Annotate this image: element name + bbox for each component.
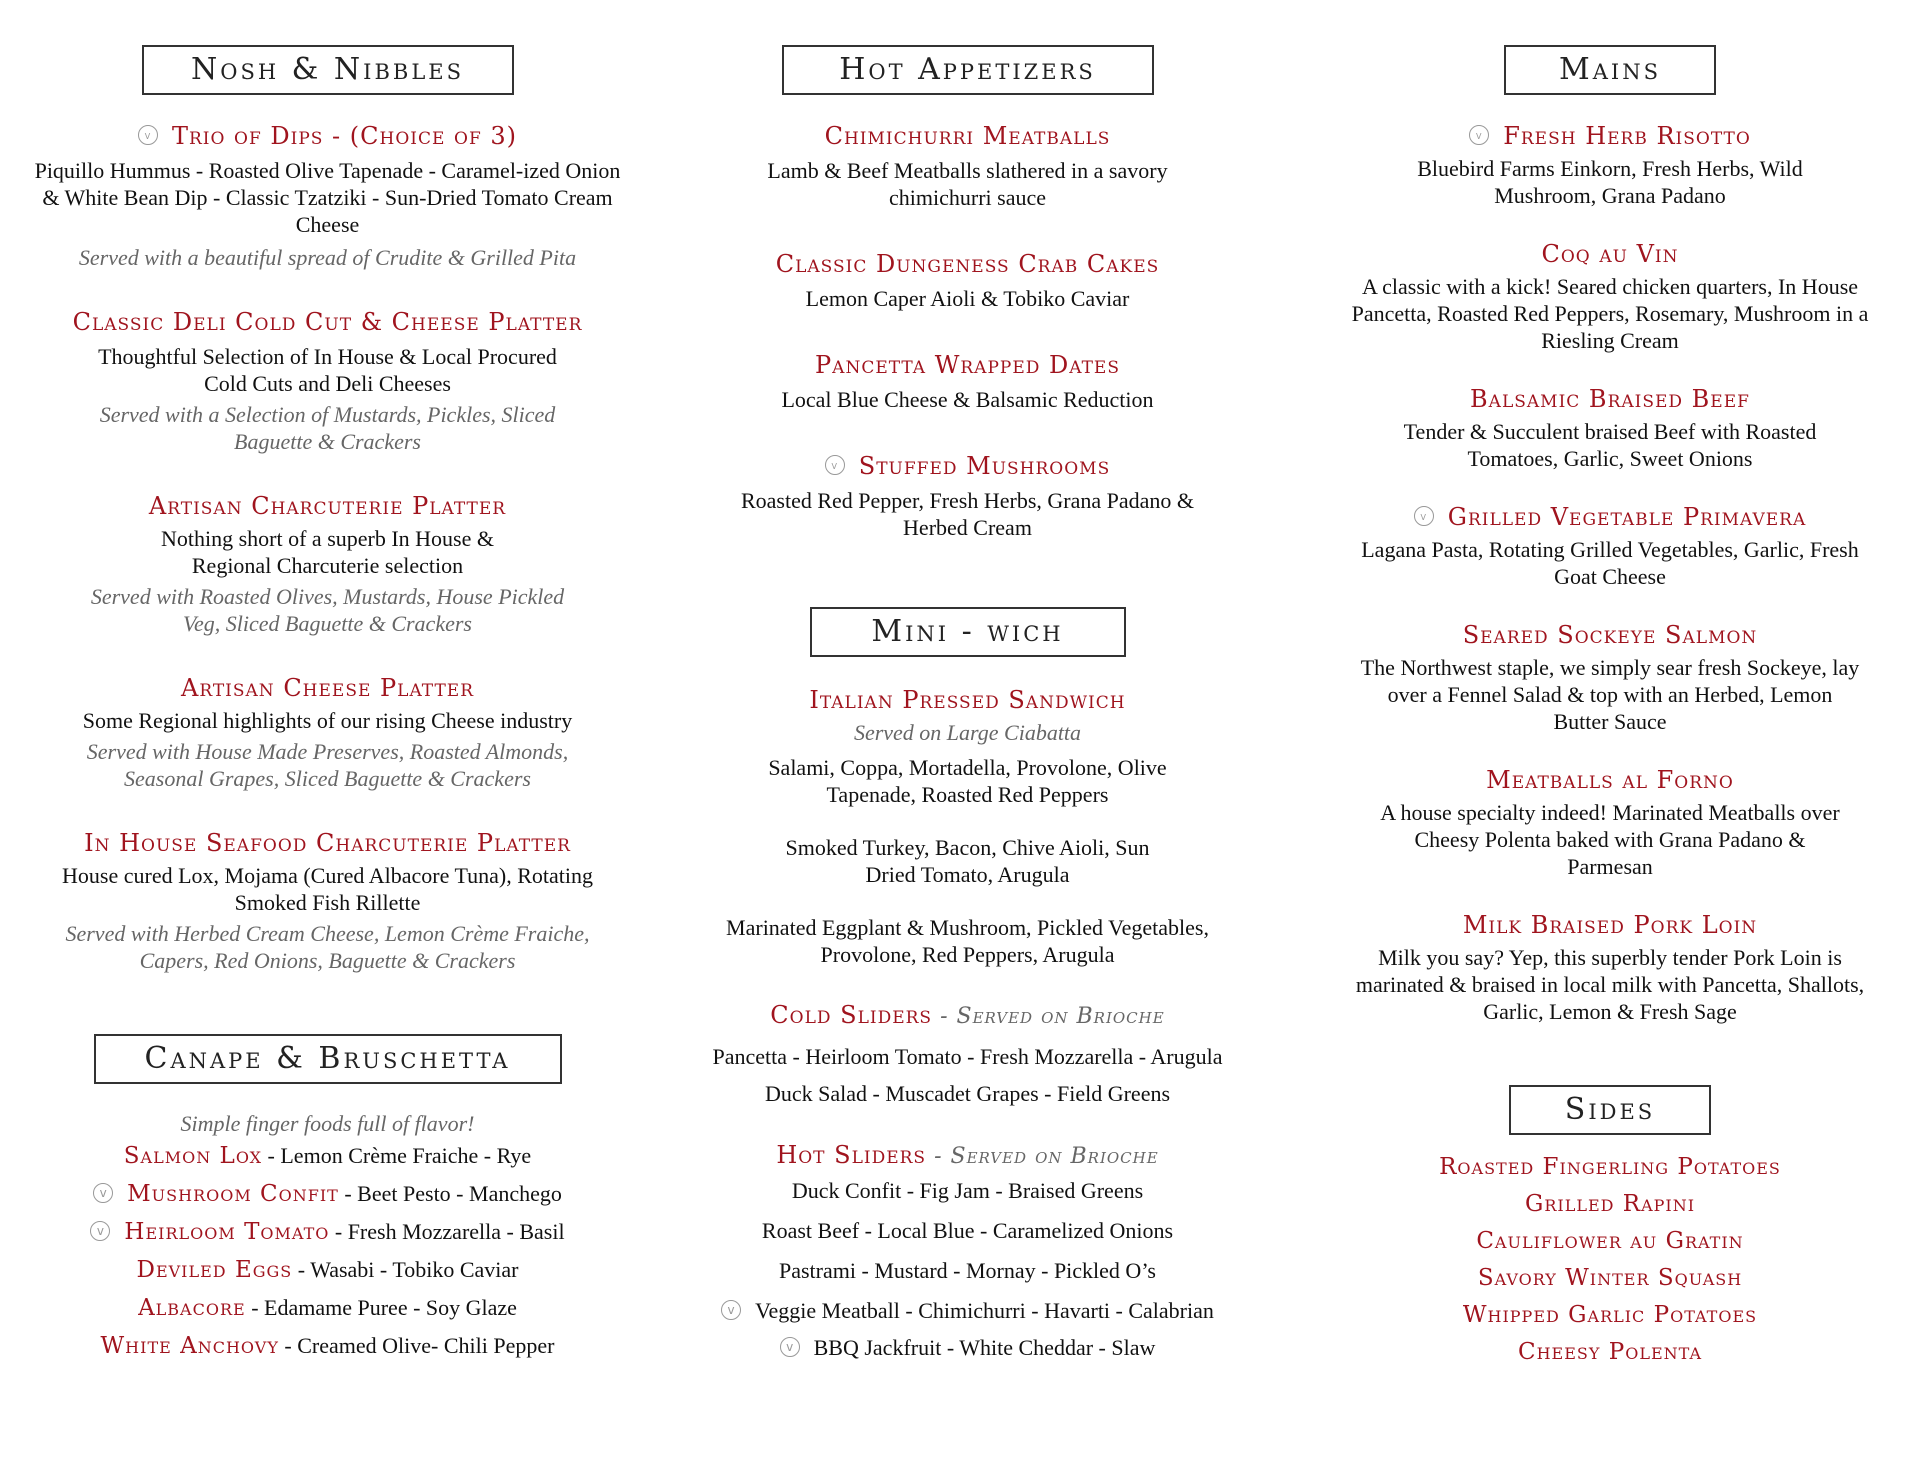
item-title: Classic Deli Cold Cut & Cheese Platter (72, 308, 583, 336)
item-description: House cured Lox, Mojama (Cured Albacore Tuna), Rotating Smoked Fish Rillette (62, 863, 593, 915)
item-description: A house specialty indeed! Marinated Meatballs over Cheesy Polenta baked with Grana Padano & Parmesan (1380, 800, 1840, 879)
cold-sliders (680, 1000, 1255, 1112)
vegetarian-icon: v (138, 125, 158, 145)
menu-item (1330, 121, 1890, 209)
item-note: Served with Herbed Cream Cheese, Lemon Crème Fraiche, Capers, Red Onions, Baguette & Crackers (65, 921, 590, 973)
menu-item (1330, 620, 1890, 735)
item-description: Nothing short of a superb In House & Regional Charcuterie selection (160, 526, 494, 578)
vegetarian-icon: v (90, 1221, 110, 1241)
sides-heading: Sides (1509, 1085, 1711, 1135)
slider-option: Pastrami - Mustard - Mornay - Pickled O’s (779, 1258, 1156, 1283)
side-item: Savory Winter Squash (1477, 1265, 1743, 1291)
slider-option: v BBQ Jackfruit - White Cheddar - Slaw (680, 1329, 1255, 1366)
item-description: Bluebird Farms Einkorn, Fresh Herbs, Wild Mushroom, Grana Padano (1417, 156, 1803, 208)
miniwich-section (680, 607, 1255, 657)
item-title: v Grilled Vegetable Primavera (1330, 502, 1890, 532)
item-note: Served with Roasted Olives, Mustards, House Pickled Veg, Sliced Baguette & Crackers (90, 584, 565, 636)
item-note: Served on Large Ciabatta (853, 720, 1082, 745)
vegetarian-icon: v (1469, 125, 1489, 145)
item-title: Italian Pressed Sandwich (809, 686, 1126, 714)
canape-item: Deviled Eggs - Wasabi - Tobiko Caviar (136, 1257, 519, 1283)
mains-heading: Mains (1504, 45, 1716, 95)
menu-item (680, 451, 1255, 541)
slider-option: Duck Salad - Muscadet Grapes - Field Greens (764, 1081, 1171, 1106)
menu-item (30, 307, 625, 455)
item-title: Classic Dungeness Crab Cakes (775, 250, 1160, 278)
side-item: Cheesy Polenta (1518, 1339, 1702, 1365)
vegetarian-icon: v (825, 455, 845, 475)
item-description: Piquillo Hummus - Roasted Olive Tapenade - Caramel-ized Onion & White Bean Dip - Classic Tzatziki - Sun-Dried Tomato Cream Cheese (34, 158, 621, 237)
item-description: Roasted Red Pepper, Fresh Herbs, Grana Padano & Herbed Cream (740, 488, 1195, 540)
hot-section (680, 45, 1255, 95)
item-note: Served with a Selection of Mustards, Pickles, Sliced Baguette & Crackers (99, 402, 556, 454)
sandwich-option: Marinated Eggplant & Mushroom, Pickled Vegetables, Provolone, Red Peppers, Arugula (726, 915, 1209, 967)
hot-sliders (680, 1140, 1255, 1366)
item-description: Lagana Pasta, Rotating Grilled Vegetables, Garlic, Fresh Goat Cheese (1361, 537, 1859, 589)
canape-intro: Simple finger foods full of flavor! (180, 1111, 475, 1136)
canape-item: v Mushroom Confit - Beet Pesto - Manchego (30, 1175, 625, 1213)
menu-item (1330, 384, 1890, 472)
item-description: Some Regional highlights of our rising Cheese industry (82, 708, 573, 733)
canape-item: v Heirloom Tomato - Fresh Mozzarella - Basil (30, 1213, 625, 1251)
vegetarian-icon: v (93, 1183, 113, 1203)
vegetarian-icon: v (721, 1300, 741, 1320)
item-title: Chimichurri Meatballs (824, 122, 1111, 150)
nosh-section (30, 45, 625, 95)
vegetarian-icon: v (780, 1337, 800, 1357)
item-note: Served with House Made Preserves, Roasted Almonds, Seasonal Grapes, Sliced Baguette & Crackers (86, 739, 569, 791)
column-hot (680, 0, 1255, 1366)
menu-item (1330, 502, 1890, 590)
side-item: Roasted Fingerling Potatoes (1439, 1154, 1781, 1180)
sandwich-option: Smoked Turkey, Bacon, Chive Aioli, Sun Dried Tomato, Arugula (785, 835, 1150, 887)
slider-option: Roast Beef - Local Blue - Caramelized Onions (761, 1218, 1174, 1243)
menu-item (30, 121, 625, 271)
slider-option: Pancetta - Heirloom Tomato - Fresh Mozzarella - Arugula (712, 1044, 1223, 1069)
sides-section (1330, 1085, 1890, 1371)
column-nosh (30, 0, 625, 1365)
item-title: v Stuffed Mushrooms (680, 451, 1255, 481)
item-title: Seared Sockeye Salmon (1462, 621, 1758, 649)
item-title: Hot Sliders - Served on Brioche (776, 1141, 1159, 1169)
item-title: Artisan Charcuterie Platter (148, 492, 507, 520)
menu-item (1330, 765, 1890, 880)
item-title: Coq au Vin (1541, 240, 1679, 268)
sides-list (1330, 1149, 1890, 1371)
item-title: Meatballs al Forno (1486, 766, 1734, 794)
miniwich-heading: Mini - wich (810, 607, 1126, 657)
nosh-heading: Nosh & Nibbles (142, 45, 514, 95)
item-title: v Trio of Dips - (Choice of 3) (30, 121, 625, 151)
item-description: Lemon Caper Aioli & Tobiko Caviar (805, 286, 1130, 311)
menu-item (680, 350, 1255, 413)
mains-section (1330, 45, 1890, 95)
column-mains (1330, 0, 1890, 1371)
canape-item: Albacore - Edamame Puree - Soy Glaze (138, 1295, 517, 1321)
menu-item (30, 673, 625, 792)
item-description: Milk you say? Yep, this superbly tender Pork Loin is marinated & braised in local milk with Pancetta, Shallots, Garlic, Lemon & Fresh Sage (1355, 945, 1865, 1024)
item-description: Tender & Succulent braised Beef with Roasted Tomatoes, Garlic, Sweet Onions (1403, 419, 1817, 471)
menu-item (1330, 910, 1890, 1025)
canape-item: White Anchovy - Creamed Olive- Chili Pepper (100, 1333, 555, 1359)
menu-item (680, 121, 1255, 211)
item-description: A classic with a kick! Seared chicken quarters, In House Pancetta, Roasted Red Peppers, Rosemary, Mushroom in a Riesling Cream (1351, 274, 1869, 353)
item-note: Served with a beautiful spread of Crudite & Grilled Pita (78, 245, 577, 270)
item-title: Cold Sliders - Served on Brioche (770, 1001, 1165, 1029)
vegetarian-icon: v (1414, 506, 1434, 526)
item-description: Thoughtful Selection of In House & Local Procured Cold Cuts and Deli Cheeses (98, 344, 557, 396)
item-description: Local Blue Cheese & Balsamic Reduction (781, 387, 1154, 412)
italian-sandwich (680, 685, 1255, 968)
menu-item (1330, 239, 1890, 354)
canape-heading: Canape & Bruschetta (94, 1034, 562, 1084)
item-description: The Northwest staple, we simply sear fresh Sockeye, lay over a Fennel Salad & top with an Herbed, Lemon Butter Sauce (1360, 655, 1860, 734)
item-title: v Fresh Herb Risotto (1330, 121, 1890, 151)
canape-section (30, 1034, 625, 1365)
item-title: Milk Braised Pork Loin (1462, 911, 1758, 939)
slider-option: Duck Confit - Fig Jam - Braised Greens (791, 1178, 1144, 1203)
sandwich-option: Salami, Coppa, Mortadella, Provolone, Olive Tapenade, Roasted Red Peppers (768, 755, 1167, 807)
item-title: Pancetta Wrapped Dates (815, 351, 1120, 379)
menu-item (30, 491, 625, 637)
menu-item (30, 828, 625, 974)
item-title: Artisan Cheese Platter (181, 674, 474, 702)
item-title: In House Seafood Charcuterie Platter (84, 829, 571, 857)
side-item: Grilled Rapini (1524, 1191, 1696, 1217)
side-item: Whipped Garlic Potatoes (1462, 1302, 1758, 1328)
hot-heading: Hot Appetizers (782, 45, 1154, 95)
item-title: Balsamic Braised Beef (1470, 385, 1750, 413)
side-item: Cauliflower au Gratin (1476, 1228, 1744, 1254)
item-description: Lamb & Beef Meatballs slathered in a savory chimichurri sauce (767, 158, 1168, 210)
canape-item: Salmon Lox - Lemon Crème Fraiche - Rye (123, 1143, 532, 1169)
menu-item (680, 249, 1255, 312)
slider-option: v Veggie Meatball - Chimichurri - Havarti - Calabrian (680, 1292, 1255, 1329)
